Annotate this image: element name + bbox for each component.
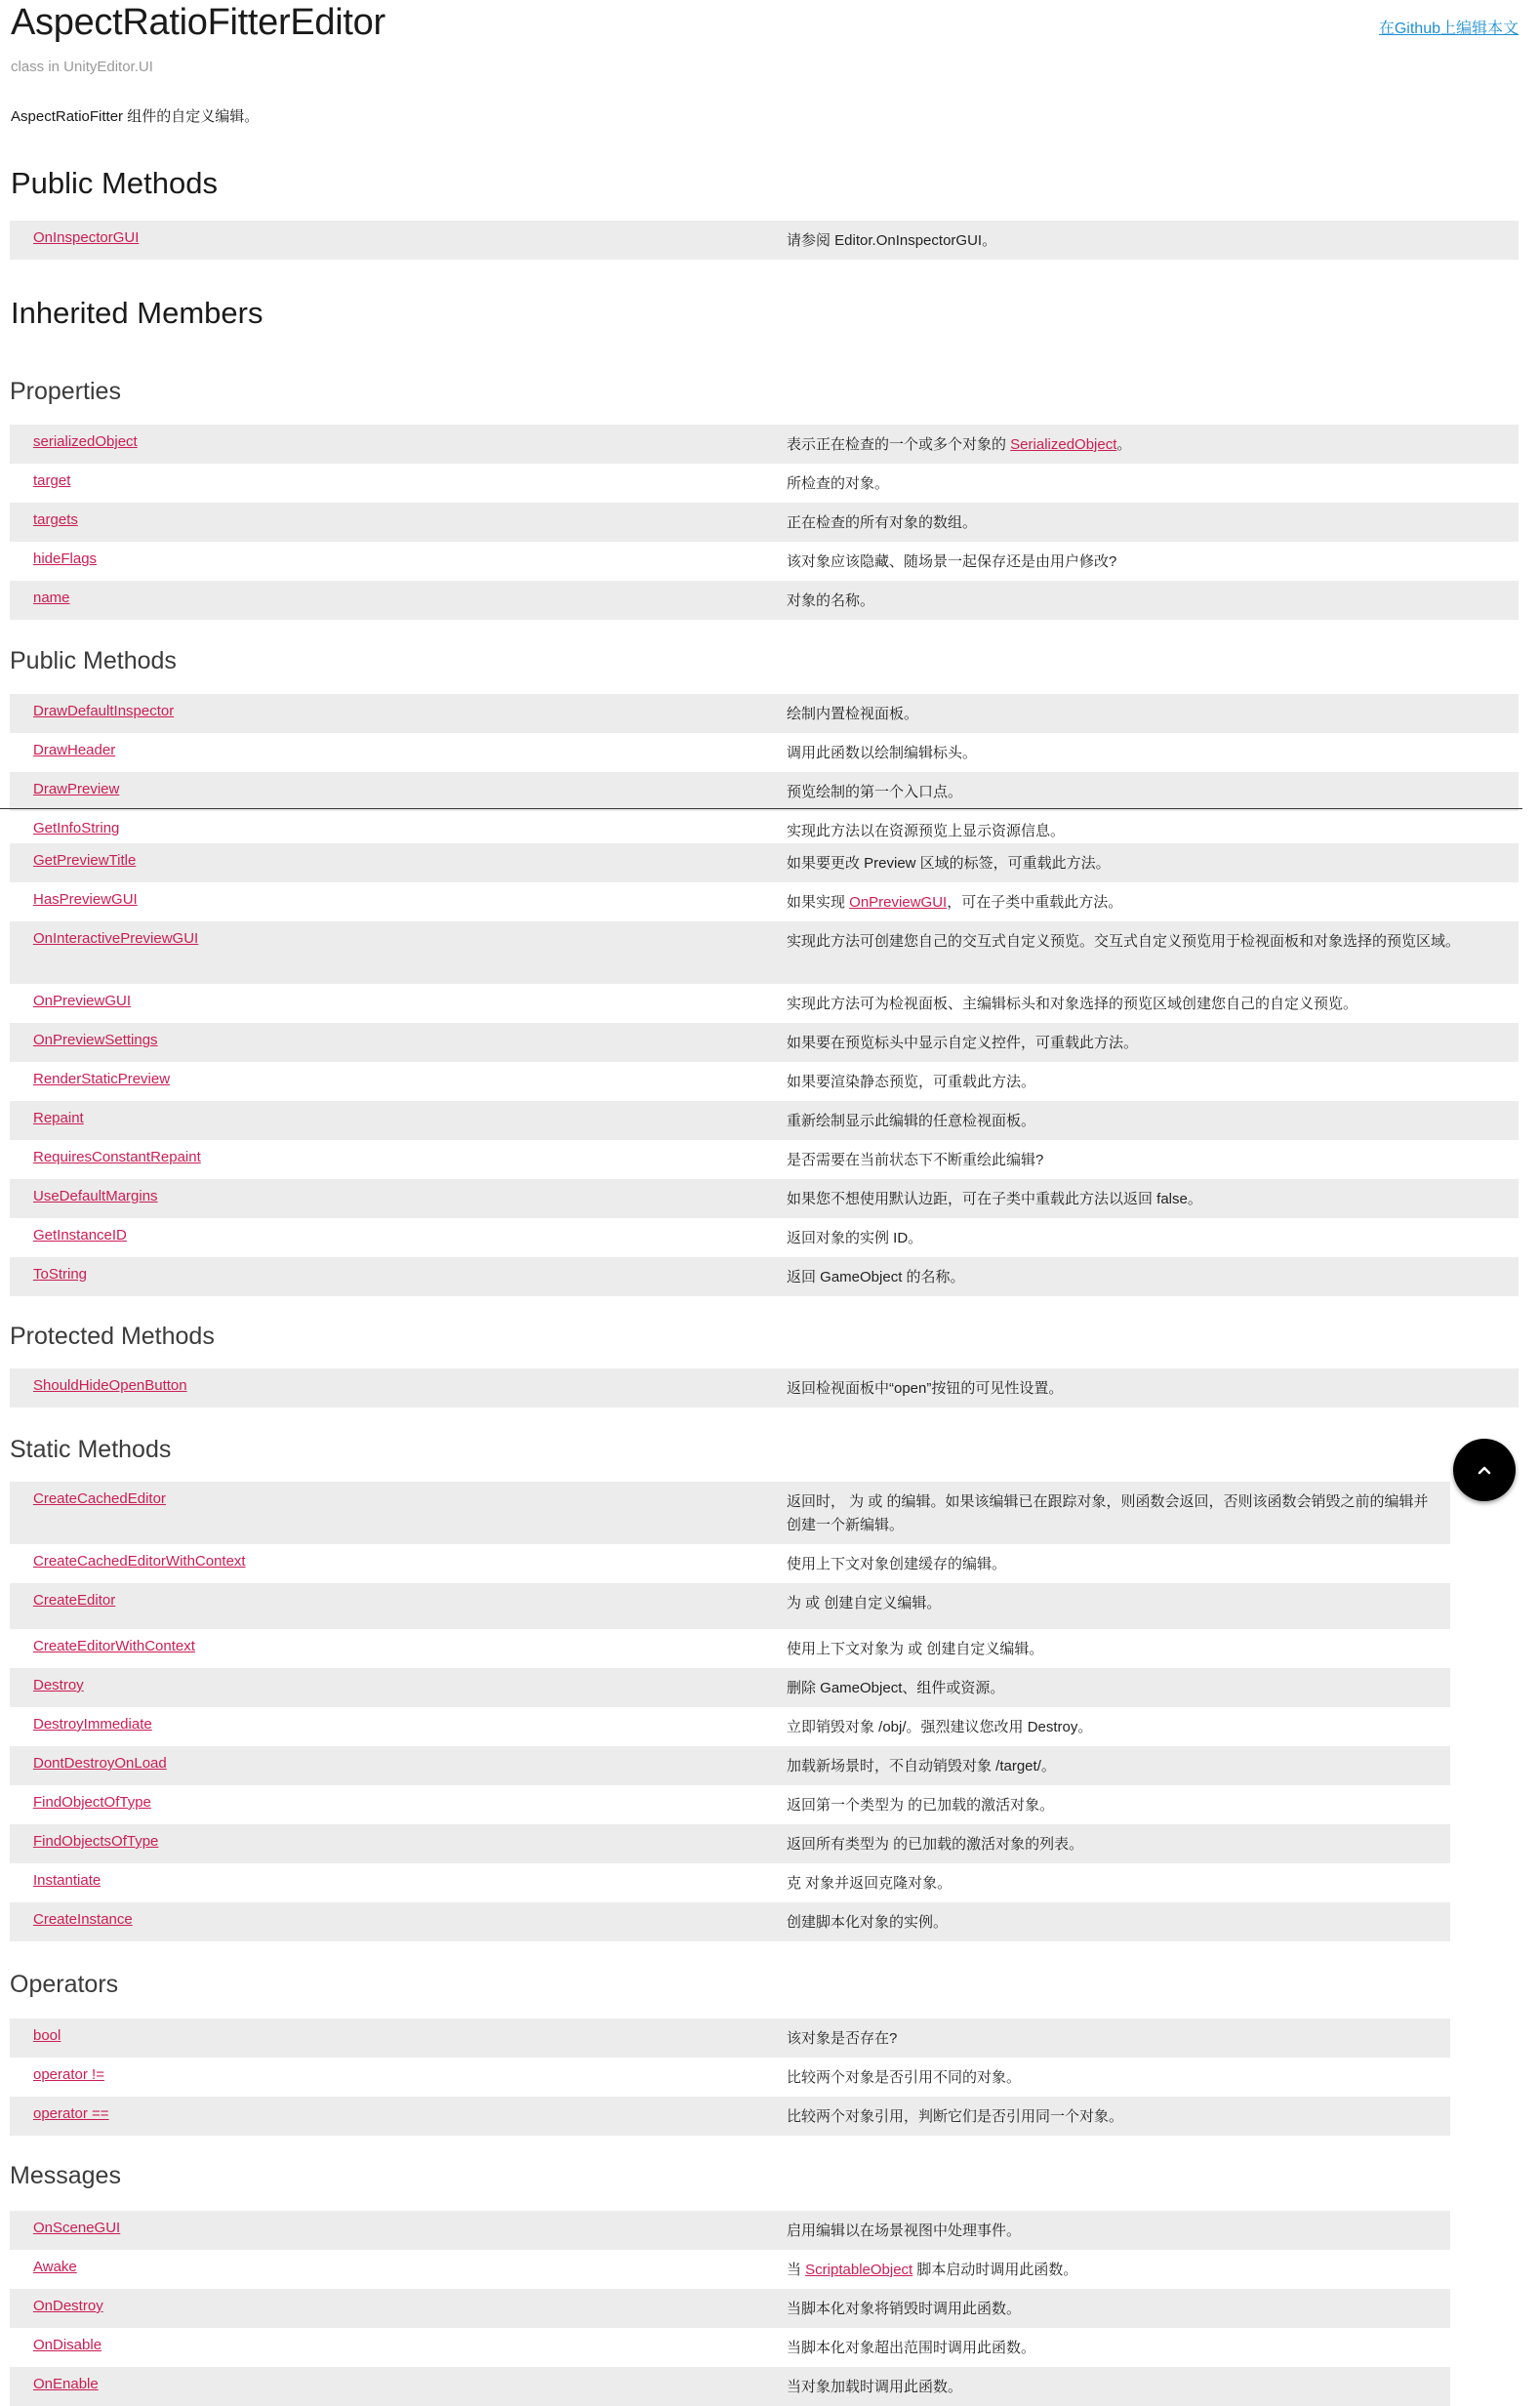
table-row <box>10 984 1519 1023</box>
member-summary: 预览绘制的第一个入口点。 <box>787 784 963 800</box>
member-link[interactable]: Repaint <box>33 1110 84 1126</box>
member-summary: 该对象是否存在? <box>787 2030 898 2047</box>
table-row <box>10 221 1519 260</box>
member-summary: 返回检视面板中“open”按钮的可见性设置。 <box>787 1380 1064 1397</box>
member-link[interactable]: OnPreviewGUI <box>33 993 132 1009</box>
summary-link[interactable]: OnPreviewGUI <box>849 894 948 911</box>
summary-link[interactable]: ScriptableObject <box>805 2262 913 2278</box>
table-row <box>10 1218 1519 1257</box>
member-summary: 启用编辑以在场景视图中处理事件。 <box>787 2222 1022 2239</box>
table-row <box>10 2328 1450 2367</box>
public-methods-table <box>10 221 1519 260</box>
table-row <box>10 843 1519 882</box>
member-link[interactable]: RenderStaticPreview <box>33 1071 171 1087</box>
member-summary: 绘制内置检视面板。 <box>787 706 919 722</box>
summary-text: 脚本启动时调用此函数。 <box>912 2262 1078 2278</box>
member-link[interactable]: OnPreviewSettings <box>33 1032 158 1048</box>
table-row <box>10 1668 1450 1707</box>
member-link[interactable]: FindObjectOfType <box>33 1794 151 1811</box>
member-summary: 克 对象并返回克隆对象。 <box>787 1875 952 1892</box>
summary-text: 。 <box>1116 436 1132 453</box>
member-summary: 加载新场景时，不自动销毁对象 /target/。 <box>787 1758 1056 1774</box>
member-link[interactable]: target <box>33 472 71 489</box>
member-link[interactable]: RequiresConstantRepaint <box>33 1149 201 1165</box>
member-summary: 所检查的对象。 <box>787 475 890 492</box>
table-row <box>10 921 1519 984</box>
divider-line <box>0 808 1522 809</box>
member-summary: 如果要更改 Preview 区域的标签，可重载此方法。 <box>787 855 1111 872</box>
table-row <box>10 1746 1450 1785</box>
member-summary: 使用上下文对象为 或 创建自定义编辑。 <box>787 1641 1044 1657</box>
table-row <box>10 425 1519 464</box>
table-row <box>10 1629 1450 1668</box>
member-link[interactable]: OnEnable <box>33 2376 99 2392</box>
summary-text: 当 <box>787 2262 806 2278</box>
table-row <box>10 1482 1450 1544</box>
table-row <box>10 1707 1450 1746</box>
member-link[interactable]: ToString <box>33 1266 88 1283</box>
table-row <box>10 1101 1519 1140</box>
table-row <box>10 1062 1519 1101</box>
member-summary: 当对象加载时调用此函数。 <box>787 2379 963 2395</box>
member-summary: 重新绘制显示此编辑的任意检视面板。 <box>787 1113 1036 1129</box>
chevron-up-icon <box>1474 1459 1495 1481</box>
messages-table <box>10 2211 1450 2406</box>
class-namespace: class in UnityEditor.UI <box>11 59 153 75</box>
inherited-members-heading: Inherited Members <box>11 296 263 330</box>
table-row <box>10 1023 1519 1062</box>
operators-table <box>10 2019 1450 2136</box>
table-row <box>10 1257 1519 1296</box>
member-link[interactable]: operator != <box>33 2066 104 2083</box>
member-link[interactable]: CreateEditorWithContext <box>33 1638 195 1654</box>
table-row <box>10 2019 1450 2058</box>
table-row <box>10 1824 1450 1863</box>
member-summary: 实现此方法以在资源预览上显示资源信息。 <box>787 823 1066 839</box>
table-row <box>10 882 1519 921</box>
table-row <box>10 1902 1450 1941</box>
member-summary: 删除 GameObject、组件或资源。 <box>787 1680 1005 1696</box>
member-summary: 调用此函数以绘制编辑标头。 <box>787 745 978 761</box>
member-link[interactable]: hideFlags <box>33 551 98 567</box>
member-link[interactable]: CreateCachedEditor <box>33 1490 166 1507</box>
summary-text: 如果实现 <box>787 894 850 911</box>
member-summary: 对象的名称。 <box>787 592 875 609</box>
member-summary <box>787 891 1499 915</box>
table-row <box>10 772 1519 811</box>
member-summary: 比较两个对象引用，判断它们是否引用同一个对象。 <box>787 2108 1124 2125</box>
table-row <box>10 1583 1450 1629</box>
static-methods-table <box>10 1482 1450 1941</box>
member-link[interactable]: GetInfoString <box>33 820 120 836</box>
operators-heading: Operators <box>10 1971 119 1998</box>
member-summary: 是否需要在当前状态下不断重绘此编辑? <box>787 1152 1044 1168</box>
member-link[interactable]: GetInstanceID <box>33 1227 127 1244</box>
inherited-public-methods-heading: Public Methods <box>10 647 177 674</box>
table-row <box>10 1863 1450 1902</box>
table-row <box>10 811 1519 843</box>
member-summary: 当脚本化对象超出范围时调用此函数。 <box>787 2340 1036 2356</box>
table-row <box>10 581 1519 620</box>
table-row <box>10 2211 1450 2250</box>
member-link[interactable]: DrawHeader <box>33 742 116 758</box>
member-summary: 比较两个对象是否引用不同的对象。 <box>787 2069 1022 2086</box>
member-link[interactable]: HasPreviewGUI <box>33 891 138 908</box>
member-summary: 立即销毁对象 /obj/。强烈建议您改用 Destroy。 <box>787 1719 1093 1735</box>
member-summary: 返回所有类型为 的已加载的激活对象的列表。 <box>787 1836 1084 1853</box>
member-summary: 请参阅 Editor.OnInspectorGUI。 <box>787 232 997 249</box>
table-row <box>10 503 1519 542</box>
edit-on-github-link[interactable]: 在Github上编辑本文 <box>1378 20 1519 37</box>
member-summary: 如果要在预览标头中显示自定义控件，可重载此方法。 <box>787 1035 1139 1051</box>
member-link[interactable]: DestroyImmediate <box>33 1716 152 1733</box>
summary-link[interactable]: SerializedObject <box>1010 436 1117 453</box>
member-link[interactable]: CreateCachedEditorWithContext <box>33 1553 246 1570</box>
member-summary: 当脚本化对象将销毁时调用此函数。 <box>787 2301 1022 2317</box>
member-link[interactable]: OnSceneGUI <box>33 2220 121 2236</box>
inherited-public-methods-table <box>10 694 1519 1296</box>
member-summary <box>787 433 1499 457</box>
summary-text: ，可在子类中重载此方法。 <box>947 894 1123 911</box>
member-link[interactable]: CreateEditor <box>33 1592 116 1609</box>
member-link[interactable]: Awake <box>33 2259 77 2275</box>
properties-heading: Properties <box>10 378 121 405</box>
member-link[interactable]: OnDisable <box>33 2337 102 2353</box>
member-summary: 实现此方法可创建您自己的交互式自定义预览。交互式自定义预览用于检视面板和对象选择的预览区域。 <box>787 933 1461 950</box>
table-row <box>10 1785 1450 1824</box>
member-link[interactable]: FindObjectsOfType <box>33 1833 159 1850</box>
member-summary: 如果要渲染静态预览，可重载此方法。 <box>787 1074 1036 1090</box>
table-row <box>10 2289 1450 2328</box>
member-summary: 返回对象的实例 ID。 <box>787 1230 923 1246</box>
member-summary: 为 或 创建自定义编辑。 <box>787 1595 942 1611</box>
page-title: AspectRatioFitterEditor <box>11 2 385 43</box>
table-row <box>10 2097 1450 2136</box>
back-to-top-button[interactable] <box>1453 1439 1516 1501</box>
member-summary: 该对象应该隐藏、随场景一起保存还是由用户修改? <box>787 553 1117 570</box>
table-row <box>10 1544 1450 1583</box>
member-summary: 如果您不想使用默认边距，可在子类中重载此方法以返回 false。 <box>787 1191 1202 1207</box>
member-link[interactable]: Destroy <box>33 1677 84 1693</box>
member-link[interactable]: bool <box>33 2027 61 2044</box>
protected-methods-table <box>10 1368 1519 1407</box>
table-row <box>10 542 1519 581</box>
table-row <box>10 694 1519 733</box>
properties-table <box>10 425 1519 620</box>
member-link[interactable]: targets <box>33 511 78 528</box>
member-link[interactable]: serializedObject <box>33 433 138 450</box>
member-link[interactable]: OnDestroy <box>33 2298 103 2314</box>
member-link[interactable]: DrawDefaultInspector <box>33 703 175 719</box>
member-link[interactable]: OnInteractivePreviewGUI <box>33 930 199 947</box>
static-methods-heading: Static Methods <box>10 1436 172 1463</box>
member-link[interactable]: operator == <box>33 2105 109 2122</box>
member-link[interactable]: CreateInstance <box>33 1911 133 1928</box>
table-row <box>10 2058 1450 2097</box>
member-link[interactable]: UseDefaultMargins <box>33 1188 158 1204</box>
member-link[interactable]: ShouldHideOpenButton <box>33 1377 187 1394</box>
member-link[interactable]: DontDestroyOnLoad <box>33 1755 167 1772</box>
protected-methods-heading: Protected Methods <box>10 1323 215 1350</box>
member-link[interactable]: GetPreviewTitle <box>33 852 137 869</box>
member-link[interactable]: name <box>33 590 70 606</box>
summary-text: 表示正在检查的一个或多个对象的 <box>787 436 1011 453</box>
table-row <box>10 464 1519 503</box>
table-row <box>10 1179 1519 1218</box>
member-link[interactable]: Instantiate <box>33 1872 101 1889</box>
public-methods-heading: Public Methods <box>11 166 218 200</box>
member-summary: 返回第一个类型为 的已加载的激活对象。 <box>787 1797 1055 1814</box>
member-summary: 正在检查的所有对象的数组。 <box>787 514 978 531</box>
messages-heading: Messages <box>10 2162 121 2189</box>
member-summary: 使用上下文对象创建缓存的编辑。 <box>787 1556 1007 1572</box>
member-link[interactable]: OnInspectorGUI <box>33 229 140 246</box>
table-row <box>10 2367 1450 2406</box>
member-summary <box>787 2259 1431 2282</box>
member-link[interactable]: DrawPreview <box>33 781 120 797</box>
table-row <box>10 1140 1519 1179</box>
member-summary: 创建脚本化对象的实例。 <box>787 1914 949 1931</box>
member-summary: 返回 GameObject 的名称。 <box>787 1269 965 1285</box>
table-row <box>10 1368 1519 1407</box>
class-description: AspectRatioFitter 组件的自定义编辑。 <box>11 108 260 125</box>
table-row <box>10 2250 1450 2289</box>
member-summary: 实现此方法可为检视面板、主编辑标头和对象选择的预览区域创建您自己的自定义预览。 <box>787 996 1358 1012</box>
member-summary: 返回时， 为 或 的编辑。如果该编辑已在跟踪对象，则函数会返回，否则该函数会销毁之前的编辑并创建一个新编辑。 <box>787 1493 1429 1533</box>
table-row <box>10 733 1519 772</box>
